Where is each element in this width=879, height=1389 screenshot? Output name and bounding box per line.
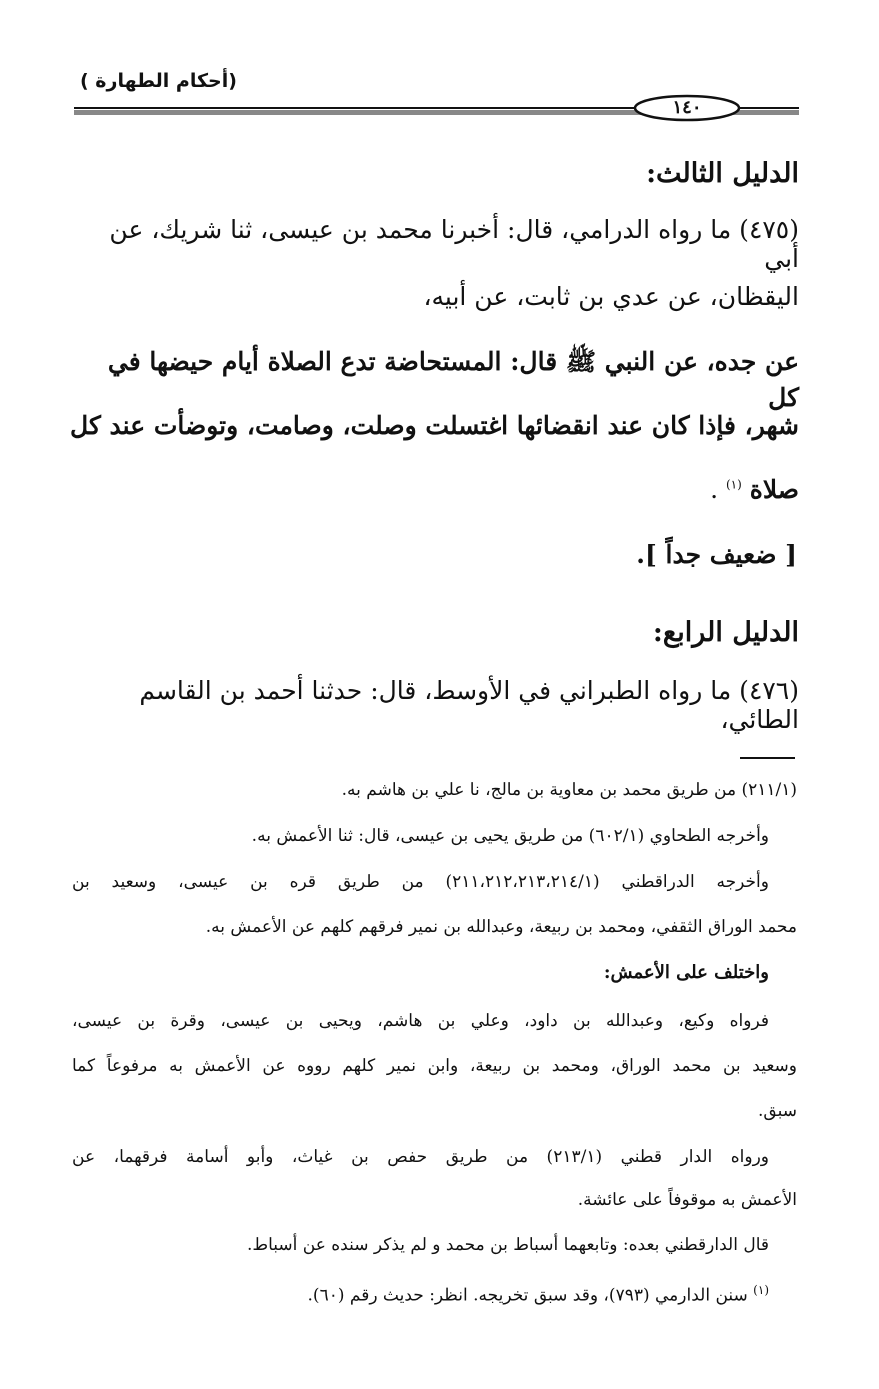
footnote-line-11: قال الدارقطني بعده: وتابعهما أسباط بن محمد و لم يذكر سنده عن أسباط. bbox=[246, 1235, 769, 1255]
hadith-475-line-2: اليقظان، عن عدي بن ثابت، عن أبيه، bbox=[423, 282, 799, 311]
footnote-line-2: وأخرجه الطحاوي (٦٠٢/١) من طريق يحيى بن عيسى، قال: ثنا الأعمش به. bbox=[251, 826, 769, 846]
footnote-line-7: وسعيد بن محمد الوراق، ومحمد بن ربيعة، وابن نمير كلهم رووه عن الأعمش به مرفوعاً كما bbox=[72, 1056, 797, 1076]
footnote-line-5: واختلف على الأعمش: bbox=[603, 962, 769, 983]
footnote-rule bbox=[740, 757, 795, 759]
running-title: (أحكام الطهارة ) bbox=[80, 70, 237, 92]
footnote-line-10: الأعمش به موقوفاً على عائشة. bbox=[577, 1190, 797, 1210]
grading: [ ضعيف جداً ]. bbox=[636, 540, 797, 569]
heading-fourth-evidence: الدليل الرابع: bbox=[652, 617, 799, 648]
footnote-line-9: ورواه الدار قطني (٢١٣/١) من طريق حفص بن غياث، وأبو أسامة فرقهما، عن bbox=[72, 1147, 770, 1167]
matn-line-3 bbox=[69, 475, 799, 504]
footnote-marker[interactable]: (١) bbox=[725, 477, 742, 492]
hadith-476-line-1: (٤٧٦) ما رواه الطبراني في الأوسط، قال: حدثنا أحمد بن القاسم الطائي، bbox=[139, 676, 799, 734]
page-number: ١٤٠ bbox=[672, 97, 702, 118]
footnote-line-3: وأخرجه الدراقطني (٢١١،٢١٢،٢١٣،٢١٤/١) من طريق قره بن عيسى، وسعيد بن bbox=[72, 872, 769, 892]
footnote-line-6: فرواه وكيع، وعبدالله بن داود، وعلي بن هاشم، ويحيى بن عيسى، وقرة بن عيسى، bbox=[72, 1011, 769, 1031]
footnote-1-marker: (١) bbox=[753, 1283, 769, 1297]
matn-end-period: . bbox=[710, 475, 719, 504]
matn-line-2: شهر، فإذا كان عند انقضائها اغتسلت وصلت، وصامت، وتوضأت عند كل bbox=[70, 411, 799, 440]
footnote-1 bbox=[44, 1283, 769, 1306]
heading-third-evidence: الدليل الثالث: bbox=[646, 158, 799, 189]
matn-line-3-text: صلاة bbox=[749, 475, 799, 504]
footnote-1-text: سنن الدارمي (٧٩٣)، وقد سبق تخريجه. انظر: حديث رقم (٦٠). bbox=[307, 1285, 748, 1306]
footnote-line-1: (٢١١/١) من طريق محمد بن معاوية بن مالج، نا علي بن هاشم به. bbox=[341, 780, 797, 800]
footnote-line-4: محمد الوراق الثقفي، ومحمد بن ربيعة، وعبدالله بن نمير فرقهم كلهم عن الأعمش به. bbox=[205, 917, 797, 937]
matn-line-1: عن جده، عن النبي ﷺ قال: المستحاضة تدع الصلاة أيام حيضها في كل bbox=[107, 347, 799, 412]
hadith-475-line-1: (٤٧٥) ما رواه الدرامي، قال: أخبرنا محمد بن عيسى، ثنا شريك، عن أبي bbox=[109, 215, 799, 273]
footnote-line-8: سبق. bbox=[758, 1101, 797, 1121]
